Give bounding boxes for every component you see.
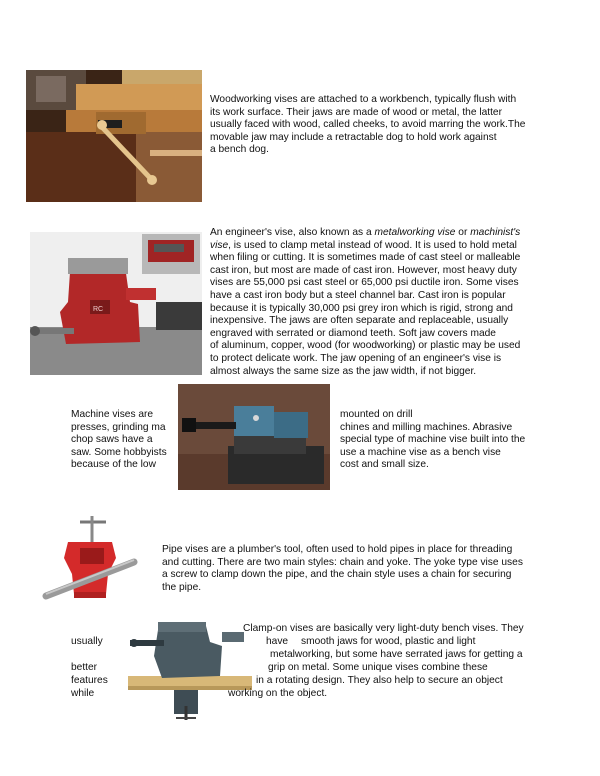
pipe-vise-paragraph (162, 544, 523, 594)
text-line: usually faced with wood, called cheeks, to avoid marring the work.The (210, 119, 526, 131)
text-line: the pipe. (162, 581, 202, 593)
text-line: vise, is used to clamp metal instead of wood. It is used to hold metal (210, 239, 517, 251)
svg-text:RC: RC (93, 306, 104, 313)
text-line: vises are 55,000 psi cast steel or 65,000 psi ductile iron. Some vises (210, 277, 519, 289)
text-line: of aluminum, copper, wood (for woodworking) or plastic may be used (210, 340, 521, 352)
text-line: saw. Some hobbyists (71, 446, 167, 458)
text-line: use a machine vise as a bench vise (340, 446, 501, 458)
text-word: better (71, 662, 98, 673)
text-line: movable jaw may include a retractable dog to hold work against (210, 131, 497, 143)
engineers-vise-paragraph (210, 227, 520, 378)
text-line: chines and milling machines. Abrasive (340, 421, 513, 433)
text-word: features (71, 675, 108, 686)
text-line: a screw to clamp down the pipe, and the chain style uses a chain for securing (162, 569, 512, 581)
text-line: engraved with serrated or diamond teeth. Soft jaw covers made (210, 327, 496, 339)
text-line: its work surface. Their jaws are made of wood or metal, the latter (210, 106, 502, 118)
text-word: usually (71, 636, 103, 647)
clamp-on-vise-photo (128, 616, 252, 720)
text-word: have (266, 636, 289, 647)
text-line: Pipe vises are a plumber's tool, often used to hold pipes in place for threading (162, 544, 513, 555)
text-line: smooth jaws for wood, plastic and light (301, 636, 476, 647)
text-line: because of the low (71, 459, 156, 471)
text-line: special type of machine vise built into the (340, 434, 526, 446)
machine-vise-right-text (340, 409, 525, 472)
text-line: working on the object. (228, 688, 328, 699)
text-line: and cutting. There are two main styles: chain and yoke. The yoke type vise uses (162, 556, 523, 568)
text-word: while (71, 688, 95, 699)
text-line: Machine vises are (71, 409, 154, 420)
text-line: because it is typically 30,000 psi grey iron which is rigid, strong and (210, 302, 513, 314)
text-line: chop saws have a (71, 434, 153, 446)
text-line: metalworking, but some have serrated jaws for getting a (270, 649, 523, 660)
machine-vise-photo (178, 384, 330, 490)
machine-vise-left-text (71, 409, 167, 472)
text-line: grip on metal. Some unique vises combine these (268, 662, 488, 673)
text-line: Woodworking vises are attached to a workbench, typically flush with (210, 94, 517, 105)
text-line: almost always the same size as the jaw width, if not bigger. (210, 365, 477, 377)
pipe-vise-photo (40, 512, 140, 608)
text-line: cost and small size. (340, 459, 429, 471)
text-line: inexpensive. The jaws are often separate and replaceable, usually (210, 315, 509, 327)
text-line: cast iron, but most are made of cast iron. However, most heavy duty (210, 264, 517, 276)
engineers-vise-photo (30, 232, 202, 375)
text-line: to protect delicate work. The jaw opening of an engineer's vise is (210, 352, 502, 364)
text-line: in a rotating design. They also help to secure an object (256, 675, 503, 686)
woodworking-vise-photo (26, 70, 202, 202)
text-line: a bench dog. (210, 144, 269, 156)
text-line: when filing or cutting. It is sometimes made of cast steel or malleable (210, 252, 521, 264)
text-line: presses, grinding ma (71, 421, 166, 433)
clamp-on-vise-text: Clamp-on vises are basically very light-duty bench vises. They (243, 623, 524, 634)
text-line: An engineer's vise, also known as a metalworking vise or machinist's (210, 227, 521, 238)
text-line: mounted on drill (340, 409, 413, 420)
woodworking-vise-paragraph (210, 94, 525, 157)
text-line: have a cast iron body but a steel channel bar. Cast iron is popular (210, 289, 506, 301)
